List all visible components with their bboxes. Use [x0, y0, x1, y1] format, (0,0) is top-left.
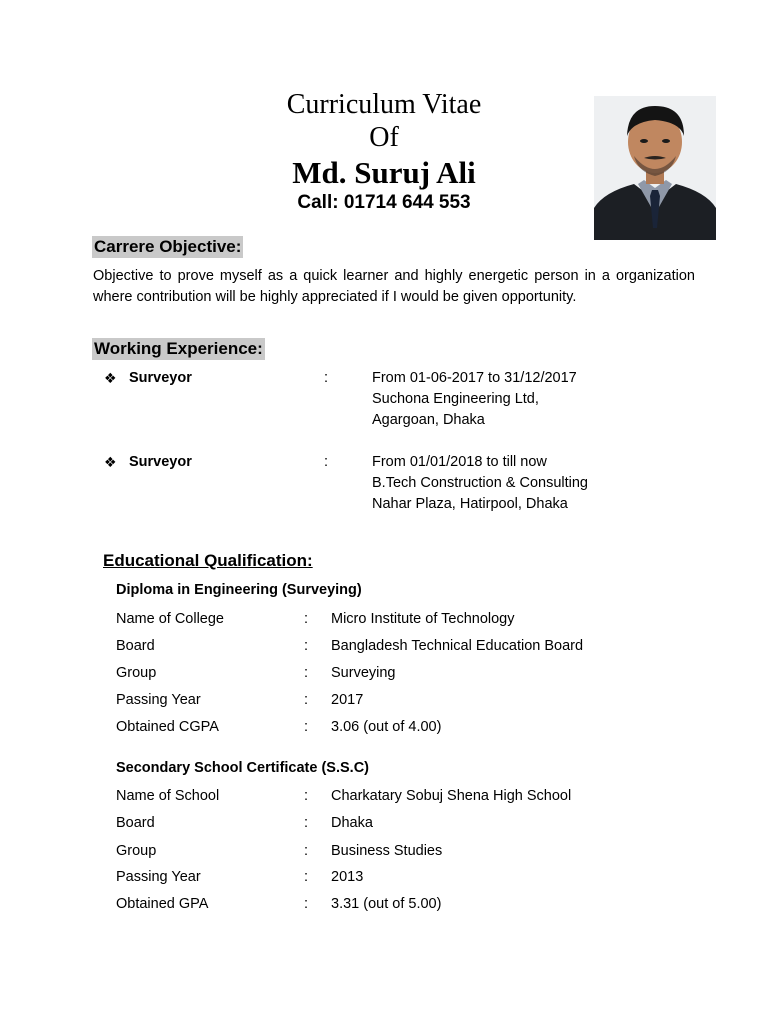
- profile-photo: [594, 96, 716, 240]
- experience-role: Surveyor: [129, 454, 192, 470]
- experience-company: B.Tech Construction & Consulting: [372, 475, 588, 491]
- education-label: Obtained CGPA: [116, 719, 219, 735]
- education-value: Micro Institute of Technology: [331, 611, 515, 627]
- education-label: Board: [116, 815, 155, 831]
- experience-period: From 01-06-2017 to 31/12/2017: [372, 370, 577, 386]
- objective-heading: Carrere Objective:: [94, 237, 242, 256]
- education-separator: :: [304, 815, 309, 831]
- education-value: 3.31 (out of 5.00): [331, 896, 442, 912]
- education-separator: :: [304, 665, 309, 681]
- education-label: Name of College: [116, 611, 224, 627]
- education-label: Passing Year: [116, 692, 201, 708]
- experience-location: Nahar Plaza, Hatirpool, Dhaka: [372, 496, 568, 512]
- education-value: Dhaka: [331, 815, 373, 831]
- education-value: Surveying: [331, 665, 396, 681]
- education-value: 2017: [331, 692, 364, 708]
- cv-title: Curriculum Vitae: [286, 89, 482, 120]
- education-separator: :: [304, 638, 309, 654]
- candidate-name: Md. Suruj Ali: [292, 155, 476, 190]
- education-separator: :: [304, 719, 309, 735]
- cv-title-of: Of: [369, 122, 399, 153]
- education-value: Charkatary Sobuj Shena High School: [331, 788, 572, 804]
- education-label: Name of School: [116, 788, 220, 804]
- education-separator: :: [304, 788, 309, 804]
- experience-period: From 01/01/2018 to till now: [372, 454, 547, 470]
- education-separator: :: [304, 843, 309, 859]
- education-value: 2013: [331, 869, 364, 885]
- education-label: Obtained GPA: [116, 896, 209, 912]
- objective-text: Objective to prove myself as a quick learner and highly energetic person in a organization where contribution will be highly appreciated if I would be given opportunity.: [93, 268, 695, 305]
- education-label: Group: [116, 843, 157, 859]
- education-separator: :: [304, 611, 309, 627]
- education-value: 3.06 (out of 4.00): [331, 719, 442, 735]
- education-label: Board: [116, 638, 155, 654]
- education-separator: :: [304, 869, 309, 885]
- education-label: Passing Year: [116, 869, 201, 885]
- experience-company: Suchona Engineering Ltd,: [372, 391, 539, 407]
- education-separator: :: [304, 896, 309, 912]
- experience-location: Agargoan, Dhaka: [372, 412, 485, 428]
- education-group-title: Diploma in Engineering (Surveying): [116, 582, 362, 598]
- education-group-title: Secondary School Certificate (S.S.C): [116, 760, 370, 776]
- education-value: Business Studies: [331, 843, 443, 859]
- experience-separator: :: [324, 454, 329, 470]
- contact-phone: Call: 01714 644 553: [297, 192, 471, 213]
- education-value: Bangladesh Technical Education Board: [331, 638, 584, 654]
- education-label: Group: [116, 665, 157, 681]
- diamond-bullet-icon: ❖: [104, 370, 117, 386]
- experience-role: Surveyor: [129, 370, 192, 386]
- education-separator: :: [304, 692, 309, 708]
- portrait-illustration: [594, 96, 716, 240]
- experience-heading: Working Experience:: [94, 339, 263, 358]
- diamond-bullet-icon: ❖: [104, 454, 117, 470]
- experience-separator: :: [324, 370, 329, 386]
- education-heading: Educational Qualification:: [103, 551, 313, 570]
